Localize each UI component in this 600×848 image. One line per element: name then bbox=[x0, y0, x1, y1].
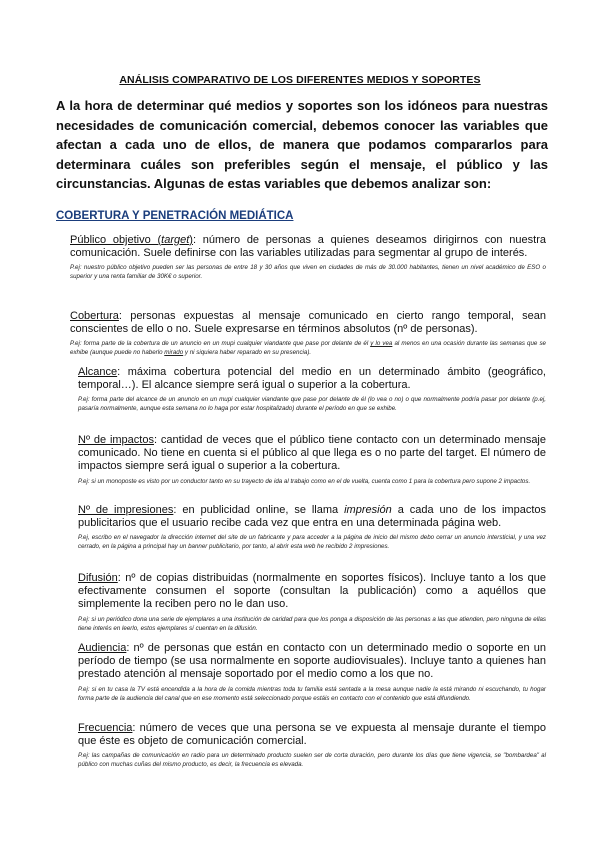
example-impresiones: P.ej, escribo en el navegador la dirección internet del site de un fabricante y para acceder a la página de inicio del mismo debo cerrar un anuncio intersticial, y una vez cerrado, en la página a principal hay un banner publicitario, por tanto, al abrir esta web he recibido 2 impresiones. bbox=[78, 534, 546, 551]
definition-cobertura: : personas expuestas al mensaje comunicado en cierto rango temporal, sean conscientes de ello o no. Suele expresarse en términos absolutos (nº de personas). bbox=[70, 310, 546, 336]
definition-publico-objetivo: : número de personas a quienes deseamos dirigirnos con nuestra comunicación. Suele definirse con las variables utilizadas para segmentar al grupo de interés. bbox=[70, 234, 546, 260]
item-impresiones: Nº de impresiones: en publicidad online, se llama impresión a cada uno de los impactos publicitarios que el usuario recibe cada vez que entra en una determinada página web. P.ej, escribo en el navegador la dirección internet del site de un fabricante y para acceder a la página de inicio del mismo debo cerrar un anuncio intersticial, y una vez cerrado, en la página a principal hay un banner publicitario, por tanto, al abrir esta web he recibido 2 impresiones. bbox=[78, 504, 546, 551]
definition-difusion: : nº de copias distribuidas (normalmente en soportes físicos). Incluye tanto a los que efectivamente consumen el soporte (consultan la publicación) como a aquéllos que simplemente la reciben pero no le dan uso. bbox=[78, 572, 546, 611]
item-cobertura bbox=[70, 310, 546, 357]
example-cobertura: P.ej: forma parte de la cobertura de un anuncio en un mupi cualquier viandante que pase por delante de él y lo vea al menos en una ocasión durante las semanas que se exhibe (aunque puede no haberlo mirado y ni siquiera haber reparado en su presencia). bbox=[70, 340, 546, 357]
term-difusion: Difusión bbox=[78, 572, 118, 584]
term-alcance: Alcance bbox=[78, 366, 118, 378]
item-frecuencia bbox=[78, 722, 546, 769]
definition-impactos: : cantidad de veces que el público tiene contacto con un determinado mensaje comunicado. No tiene en cuenta si el público al que llega es o no parte del target. El número de impactos siempre será igual o superior a la cobertura. bbox=[78, 434, 546, 473]
definition-frecuencia: : número de veces que una persona se ve expuesta al mensaje durante el tiempo que éste es objeto de comunicación comercial. bbox=[78, 722, 546, 748]
definition-audiencia: : nº de personas que están en contacto con un determinado medio o soporte en un período de tiempo (se usa normalmente en soporte audiovisuales). Incluye tanto a quienes han prestado atención al mensaje soportado por el medio como a los que no. bbox=[78, 642, 546, 681]
definition-alcance: : máxima cobertura potencial del medio en un determinado ámbito (geográfico, temporal…). El alcance siempre será igual o superior a la cobertura. bbox=[78, 366, 546, 392]
term-audiencia: Audiencia bbox=[78, 642, 127, 654]
example-publico-objetivo: P.ej: nuestro público objetivo pueden ser las personas de entre 18 y 30 años que viven en ciudades de más de 30.000 habitantes, tienen un nivel académico de ESO o superior y una renta familiar de 30K€ o superior. bbox=[70, 264, 546, 281]
document-title: ANÁLISIS COMPARATIVO DE LOS DIFERENTES MEDIOS Y SOPORTES bbox=[119, 74, 481, 86]
item-impactos bbox=[78, 434, 546, 486]
term-cobertura: Cobertura bbox=[70, 310, 119, 322]
item-audiencia bbox=[78, 642, 546, 703]
term-frecuencia: Frecuencia bbox=[78, 722, 133, 734]
section-heading: COBERTURA Y PENETRACIÓN MEDIÁTICA bbox=[56, 210, 294, 222]
item-alcance bbox=[78, 366, 546, 413]
example-audiencia: P.ej: si en tu casa la TV está encendida a la hora de la comida mientras toda tu familia está sentada a la mesa aunque nadie la está mirando ni escuchando, tu hogar forma parte de la audiencia del canal que en ese momento está seleccionado porque estáis en contacto con el contenido que está difundiendo. bbox=[78, 685, 546, 702]
term-publico-objetivo: Público objetivo (target) bbox=[70, 234, 193, 246]
example-alcance: P.ej: forma parte del alcance de un anuncio en un mupi cualquier viandante que pase por delante de él (lo vea o no) o que normalmente podría pasar por delante (p.ej, pasaría normalmente, aunque esta semana no lo haga por estar hospitalizado) durante el período en que se exhibe. bbox=[78, 396, 546, 413]
example-difusion: P.ej: si un periódico dona una serie de ejemplares a una institución de caridad para que los ponga a disposición de las personas a las que atienden, pero ninguna de ellas tiene interés en leerlo, estos ejemplares sí cuentan en la difusión. bbox=[78, 615, 546, 632]
example-frecuencia: P.ej: las campañas de comunicación en radio para un determinado producto suelen ser de corta duración, pero durante los días que tiene vigencia, se "bombardea" al público con muchas cuñas del mismo producto, es decir, la frecuencia es elevada. bbox=[78, 752, 546, 769]
term-impactos: Nº de impactos bbox=[78, 434, 154, 446]
intro-paragraph: A la hora de determinar qué medios y soportes son los idóneos para nuestras necesidades de comunicación comercial, debemos conocer las variables que afectan a cada uno de ellos, de manera que podamos compararlos para determinara cuáles son preferibles según el mensaje, el público y las circunstancias. Algunas de estas variables que debemos analizar son: bbox=[56, 98, 548, 191]
example-impactos: P.ej: si un monoposte es visto por un conductor tanto en su trayecto de ida al trabajo como en el de vuelta, cuenta como 1 para la cobertura pero supone 2 impactos. bbox=[78, 477, 531, 485]
item-difusion bbox=[78, 572, 546, 633]
term-impresiones: Nº de impresiones bbox=[78, 504, 174, 516]
item-publico-objetivo bbox=[70, 234, 546, 281]
